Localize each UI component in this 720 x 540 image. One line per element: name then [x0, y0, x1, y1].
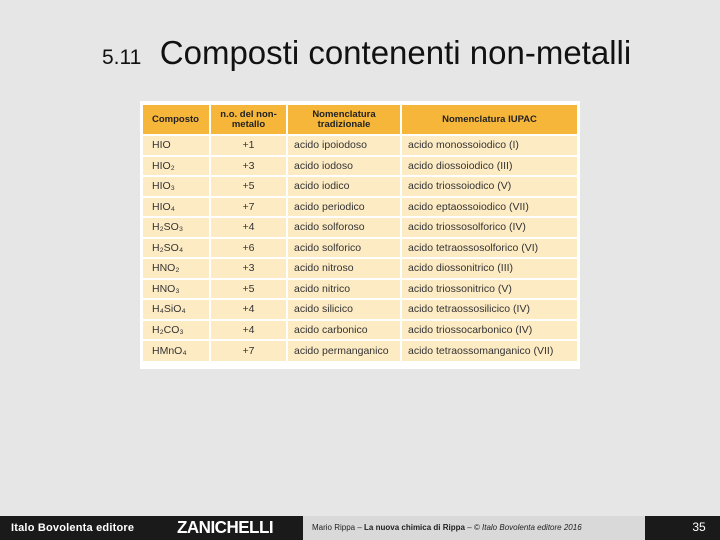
cell-oxidation-number: +5	[210, 176, 287, 197]
cell-compound: HIO₂	[143, 156, 210, 177]
cell-compound: HNO₂	[143, 258, 210, 279]
cell-iupac-name: acido tetraossosilicico (IV)	[401, 299, 577, 320]
cell-iupac-name: acido monossoiodico (I)	[401, 135, 577, 156]
cell-traditional-name: acido ipoiodoso	[287, 135, 401, 156]
footer-citation	[303, 516, 645, 540]
cell-oxidation-number: +4	[210, 299, 287, 320]
table-row	[143, 299, 577, 320]
citation-separator: –	[467, 523, 472, 532]
cell-traditional-name: acido nitroso	[287, 258, 401, 279]
cell-iupac-name: acido triossosolforico (IV)	[401, 217, 577, 238]
cell-compound: HIO₄	[143, 197, 210, 218]
slide-title	[102, 34, 631, 72]
cell-iupac-name: acido tetraossomanganico (VII)	[401, 340, 577, 361]
cell-oxidation-number: +7	[210, 340, 287, 361]
cell-oxidation-number: +3	[210, 156, 287, 177]
cell-traditional-name: acido solforoso	[287, 217, 401, 238]
cell-iupac-name: acido eptaossoiodico (VII)	[401, 197, 577, 218]
cell-traditional-name: acido carbonico	[287, 320, 401, 341]
cell-compound: HMnO₄	[143, 340, 210, 361]
cell-oxidation-number: +4	[210, 320, 287, 341]
table-row	[143, 156, 577, 177]
cell-iupac-name: acido tetraossosolforico (VI)	[401, 238, 577, 259]
table-row	[143, 258, 577, 279]
table-row	[143, 176, 577, 197]
cell-oxidation-number: +3	[210, 258, 287, 279]
cell-oxidation-number: +1	[210, 135, 287, 156]
cell-oxidation-number: +6	[210, 238, 287, 259]
header-compound: Composto	[143, 105, 210, 135]
publisher-logo-zanichelli: ZANICHELLI	[177, 517, 274, 538]
table-row	[143, 320, 577, 341]
cell-iupac-name: acido diossonitrico (III)	[401, 258, 577, 279]
table-row	[143, 340, 577, 361]
table-row	[143, 279, 577, 300]
cell-compound: HIO	[143, 135, 210, 156]
cell-traditional-name: acido permanganico	[287, 340, 401, 361]
cell-oxidation-number: +5	[210, 279, 287, 300]
slide-title-text: Composti contenenti non-metalli	[159, 34, 632, 71]
cell-traditional-name: acido nitrico	[287, 279, 401, 300]
cell-iupac-name: acido triossonitrico (V)	[401, 279, 577, 300]
nomenclature-table	[143, 105, 577, 361]
cell-iupac-name: acido triossoiodico (V)	[401, 176, 577, 197]
footer-bar	[0, 516, 720, 540]
cell-traditional-name: acido iodoso	[287, 156, 401, 177]
header-iupac-nomenclature: Nomenclatura IUPAC	[401, 105, 577, 135]
page-number: 35	[692, 520, 706, 534]
cell-compound: HIO₃	[143, 176, 210, 197]
header-oxidation-number: n.o. del non-metallo	[210, 105, 287, 135]
cell-oxidation-number: +7	[210, 197, 287, 218]
citation-publisher: © Italo Bovolenta editore 2016	[473, 523, 582, 532]
publisher-logo-bovolenta: Italo Bovolenta editore	[11, 522, 135, 534]
nomenclature-table-container	[140, 101, 580, 369]
table-body	[143, 135, 577, 361]
cell-iupac-name: acido triossocarbonico (IV)	[401, 320, 577, 341]
cell-traditional-name: acido solforico	[287, 238, 401, 259]
cell-compound: H₂SO₃	[143, 217, 210, 238]
table-row	[143, 135, 577, 156]
table-row	[143, 217, 577, 238]
cell-compound: H₂CO₃	[143, 320, 210, 341]
cell-iupac-name: acido diossoiodico (III)	[401, 156, 577, 177]
table-header-row	[143, 105, 577, 135]
table-row	[143, 238, 577, 259]
citation-book-title: La nuova chimica di Rippa	[364, 523, 465, 532]
slide-number-label: 5.11	[102, 46, 142, 69]
cell-compound: HNO₃	[143, 279, 210, 300]
header-traditional-nomenclature: Nomenclatura tradizionale	[287, 105, 401, 135]
citation-author: Mario Rippa –	[312, 523, 362, 532]
cell-traditional-name: acido silicico	[287, 299, 401, 320]
cell-compound: H₂SO₄	[143, 238, 210, 259]
cell-traditional-name: acido periodico	[287, 197, 401, 218]
cell-compound: H₄SiO₄	[143, 299, 210, 320]
table-row	[143, 197, 577, 218]
cell-oxidation-number: +4	[210, 217, 287, 238]
cell-traditional-name: acido iodico	[287, 176, 401, 197]
